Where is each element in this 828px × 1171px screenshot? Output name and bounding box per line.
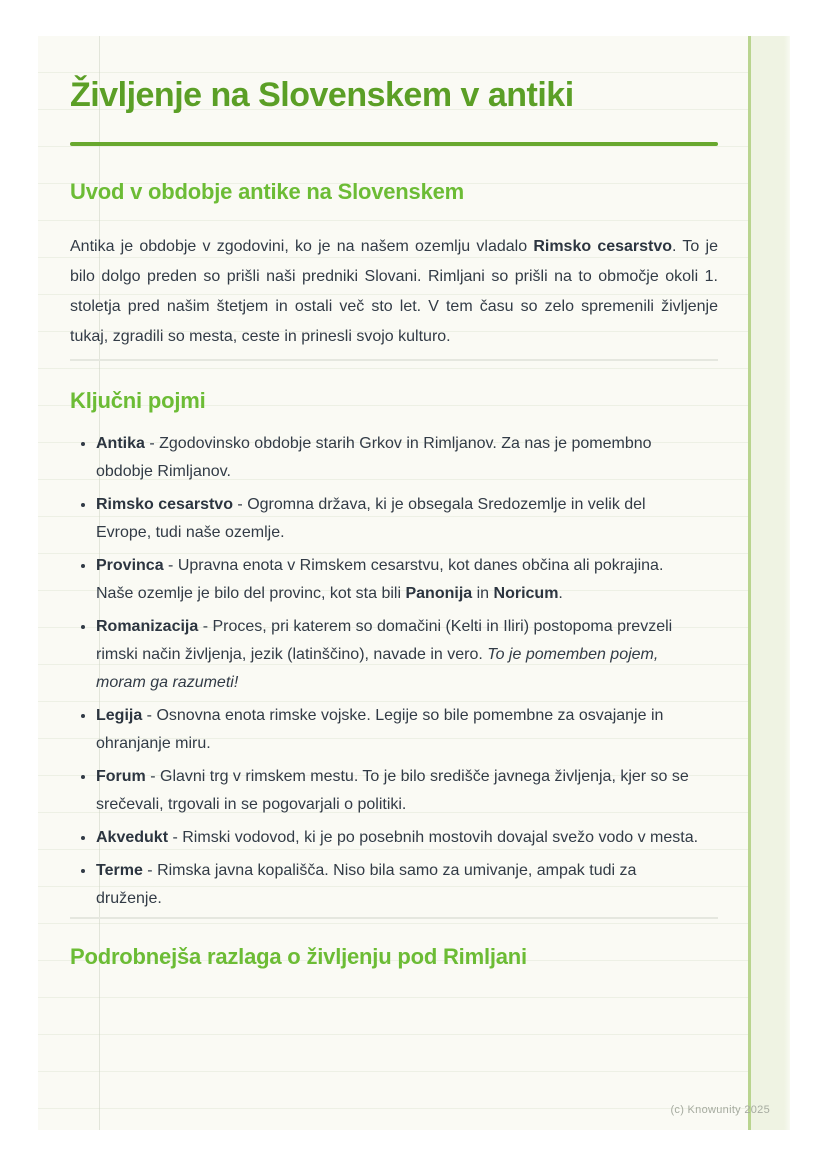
text-segment: - Osnovna enota rimske vojske. Legije so bile pomembne za osvajanje in ohranjanje miru. xyxy=(96,707,664,752)
text-segment: - Ogromna država, ki je obsegala Sredozemlje in velik del Evrope, tudi naše ozemlje. xyxy=(96,496,646,541)
text-segment: - Upravna enota v Rimskem cesarstvu, kot danes občina ali pokrajina. Naše ozemlje je bilo del provinc, kot sta bili xyxy=(96,557,664,602)
intro-section-heading: Uvod v obdobje antike na Slovenskem xyxy=(70,179,464,204)
list-item xyxy=(96,701,718,758)
bold-term: Provinca xyxy=(96,557,164,574)
copyright-watermark: (c) Knowunity 2025 xyxy=(670,1104,770,1116)
italic-note: To je pomemben pojem, moram ga razumeti! xyxy=(96,646,659,691)
list-item xyxy=(96,490,718,547)
text-segment: in xyxy=(472,585,494,602)
text-segment: - Glavni trg v rimskem mestu. To je bilo središče javnega življenja, kjer so se srečevali, trgovali in se pogovarjali o politiki. xyxy=(96,768,689,813)
text-segment: - Rimska javna kopališča. Niso bila samo za umivanje, ampak tudi za druženje. xyxy=(96,862,637,907)
bold-term: Terme xyxy=(96,862,143,879)
text-segment: - Rimski vodovod, ki je po posebnih mostovih dovajal svežo vodo v mesta. xyxy=(168,829,699,846)
page-title: Življenje na Slovenskem v antiki xyxy=(70,76,574,114)
bold-term: Romanizacija xyxy=(96,618,199,635)
list-item xyxy=(96,551,718,608)
bold-term: Panonija xyxy=(405,585,473,602)
list-item xyxy=(96,856,718,913)
section-divider xyxy=(70,359,718,361)
document-page xyxy=(38,36,790,1130)
key-terms-list xyxy=(70,429,718,913)
bold-term: Forum xyxy=(96,768,146,785)
list-item xyxy=(96,762,718,819)
text-segment: . xyxy=(558,585,563,602)
list-item xyxy=(96,429,718,486)
text-segment: - Zgodovinsko obdobje starih Grkov in Rimljanov. Za nas je pomembno obdobje Rimljanov. xyxy=(96,435,652,480)
bold-term: Rimsko cesarstvo xyxy=(533,238,673,255)
section-divider xyxy=(70,917,718,919)
document-content xyxy=(70,36,718,971)
text-segment: . To je bilo dolgo preden so prišli naši predniki Slovani. Rimljani so prišli na to območje okoli 1. stoletja pred našim štetjem in ostali več sto let. V tem času so zelo spremenili življenje tukaj, zgradili so mesta, ceste in prinesli svojo kulturo. xyxy=(70,238,718,345)
text-segment: Antika je obdobje v zgodovini, ko je na našem ozemlju vladalo xyxy=(70,238,534,255)
key-terms-heading: Ključni pojmi xyxy=(70,388,206,413)
intro-paragraph xyxy=(70,232,718,352)
bold-term: Antika xyxy=(96,435,145,452)
list-item xyxy=(96,823,718,852)
bold-term: Noricum xyxy=(493,585,559,602)
bold-term: Rimsko cesarstvo xyxy=(96,496,233,513)
page-edge-strip xyxy=(748,36,790,1130)
title-divider xyxy=(70,142,718,146)
bold-term: Akvedukt xyxy=(96,829,169,846)
bold-term: Legija xyxy=(96,707,143,724)
text-segment: - Proces, pri katerem so domačini (Kelti in Iliri) postopoma prevzeli rimski način življenja, jezik (latinščino), navade in vero. xyxy=(96,618,673,663)
list-item xyxy=(96,612,718,697)
detail-section-heading: Podrobnejša razlaga o življenju pod Rimljani xyxy=(70,944,527,969)
